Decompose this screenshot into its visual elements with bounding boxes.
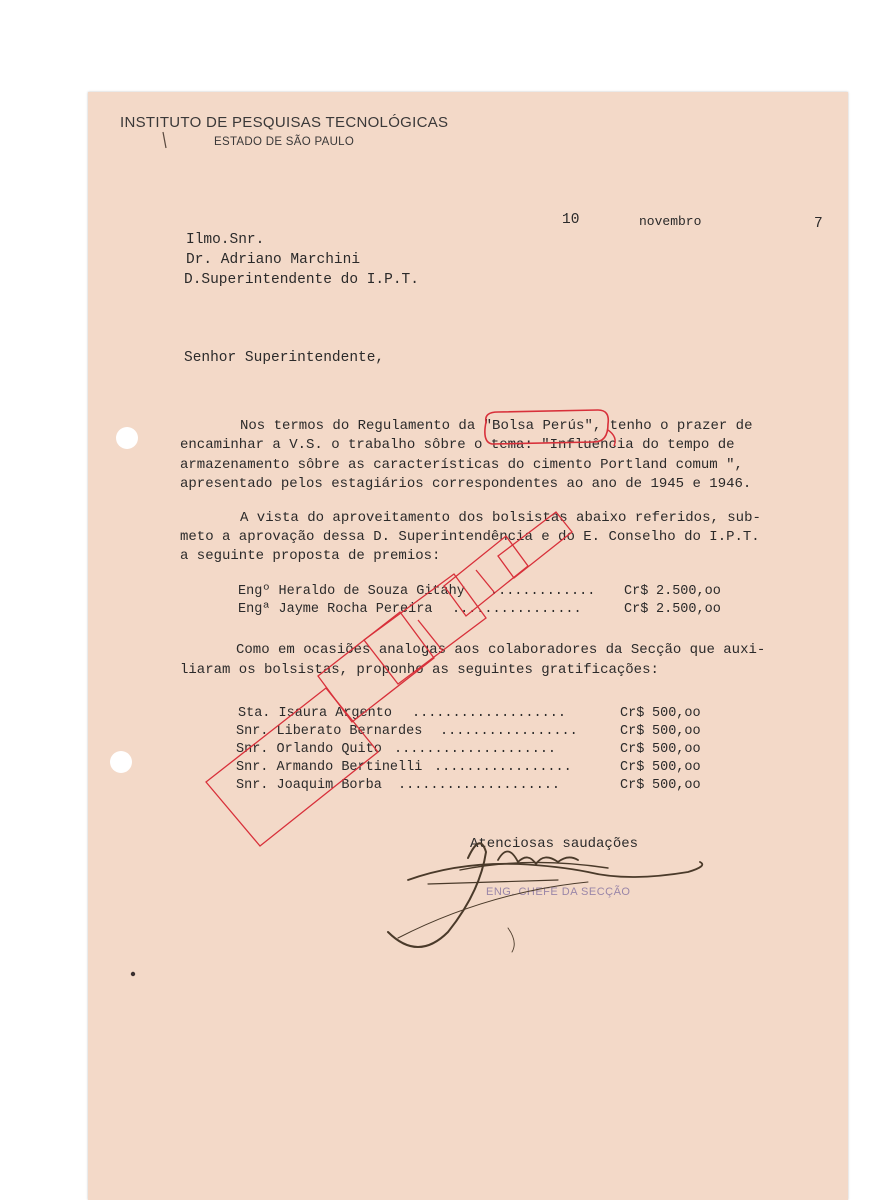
paragraph2-line: meto a aprovação dessa D. Superintendência e do E. Conselho do I.P.T. bbox=[180, 529, 760, 545]
gratuity-row-currency: Cr$ bbox=[620, 706, 645, 721]
prize-row-name: Engª Jayme Rocha Pereira bbox=[238, 602, 433, 617]
prize-row-currency: Cr$ bbox=[624, 584, 649, 599]
gratuity-row-currency: Cr$ bbox=[620, 724, 645, 739]
punch-hole-bottom bbox=[110, 751, 132, 773]
paragraph1-line: encaminhar a V.S. o trabalho sôbre o tema: "Influência do tempo de bbox=[180, 437, 735, 453]
signature bbox=[388, 843, 486, 947]
paragraph3-line: Como em ocasiões analogas aos colaboradores da Secção que auxi- bbox=[236, 642, 766, 658]
gratuity-row-amount: 500,oo bbox=[652, 706, 701, 721]
signature bbox=[408, 862, 702, 880]
prize-row-leader: ............. bbox=[490, 584, 596, 599]
gratuity-row-name: Snr. Liberato Bernardes bbox=[236, 724, 423, 739]
prize-row-leader: ................ bbox=[452, 602, 582, 617]
letterhead-institution: INSTITUTO DE PESQUISAS TECNOLÓGICAS bbox=[120, 114, 449, 131]
gratuity-row-amount: 500,oo bbox=[652, 724, 701, 739]
gratuity-row-name: Sta. Isaura Argento bbox=[238, 706, 392, 721]
letter-sheet bbox=[88, 92, 848, 1200]
gratuity-row-leader: .................... bbox=[398, 778, 561, 793]
pencil-mark bbox=[163, 132, 166, 148]
gratuity-row-currency: Cr$ bbox=[620, 778, 645, 793]
gratuity-row-name: Snr. Armando Bertinelli bbox=[236, 760, 423, 775]
ink-dot bbox=[131, 972, 135, 976]
date-month: novembro bbox=[639, 214, 702, 229]
gratuity-row-leader: ................... bbox=[412, 706, 566, 721]
paragraph1-line: apresentado pelos estagiários correspondentes ao ano de 1945 e 1946. bbox=[180, 476, 752, 492]
signature bbox=[428, 880, 558, 884]
addressee-line1: Ilmo.Snr. bbox=[186, 232, 265, 248]
gratuity-row-leader: ................. bbox=[434, 760, 572, 775]
salutation: Senhor Superintendente, bbox=[184, 350, 385, 366]
date-day: 10 bbox=[562, 212, 580, 228]
date-year-fragment: 7 bbox=[814, 216, 823, 232]
paragraph2-line: a seguinte proposta de premios: bbox=[180, 548, 441, 564]
paragraph1-line: armazenamento sôbre as características do cimento Portland comum ", bbox=[180, 457, 743, 473]
gratuity-row-amount: 500,oo bbox=[652, 778, 701, 793]
gratuity-row-amount: 500,oo bbox=[652, 742, 701, 757]
prize-row-amount: 2.500,oo bbox=[656, 584, 721, 599]
gratuity-row-leader: .................... bbox=[394, 742, 557, 757]
prize-row-name: Engº Heraldo de Souza Gitahy bbox=[238, 584, 465, 599]
gratuity-row-amount: 500,oo bbox=[652, 760, 701, 775]
signature bbox=[508, 928, 514, 952]
gratuity-row-name: Snr. Joaquim Borba bbox=[236, 778, 382, 793]
closing: Atenciosas saudações bbox=[470, 836, 639, 852]
gratuity-row-currency: Cr$ bbox=[620, 760, 645, 775]
addressee-line3: D.Superintendente do I.P.T. bbox=[184, 272, 419, 288]
gratuity-row-currency: Cr$ bbox=[620, 742, 645, 757]
letterhead-state: ESTADO DE SÃO PAULO bbox=[214, 136, 355, 148]
gratuity-row-leader: ................. bbox=[440, 724, 578, 739]
signature bbox=[498, 851, 578, 864]
prize-row-amount: 2.500,oo bbox=[656, 602, 721, 617]
paragraph2-line: A vista do aproveitamento dos bolsistas abaixo referidos, sub- bbox=[240, 510, 761, 526]
gratuity-row-name: Snr. Orlando Quito bbox=[236, 742, 382, 757]
paragraph3-line: liaram os bolsistas, proponho as seguintes gratificações: bbox=[180, 662, 659, 678]
punch-hole-top bbox=[116, 427, 138, 449]
prize-row-currency: Cr$ bbox=[624, 602, 649, 617]
addressee-line2: Dr. Adriano Marchini bbox=[186, 252, 361, 268]
signature bbox=[460, 862, 608, 870]
paragraph1-line: Nos termos do Regulamento da "Bolsa Perús", tenho o prazer de bbox=[240, 418, 753, 434]
section-chief-stamp: ENG. CHEFE DA SECÇÃO bbox=[486, 886, 631, 898]
